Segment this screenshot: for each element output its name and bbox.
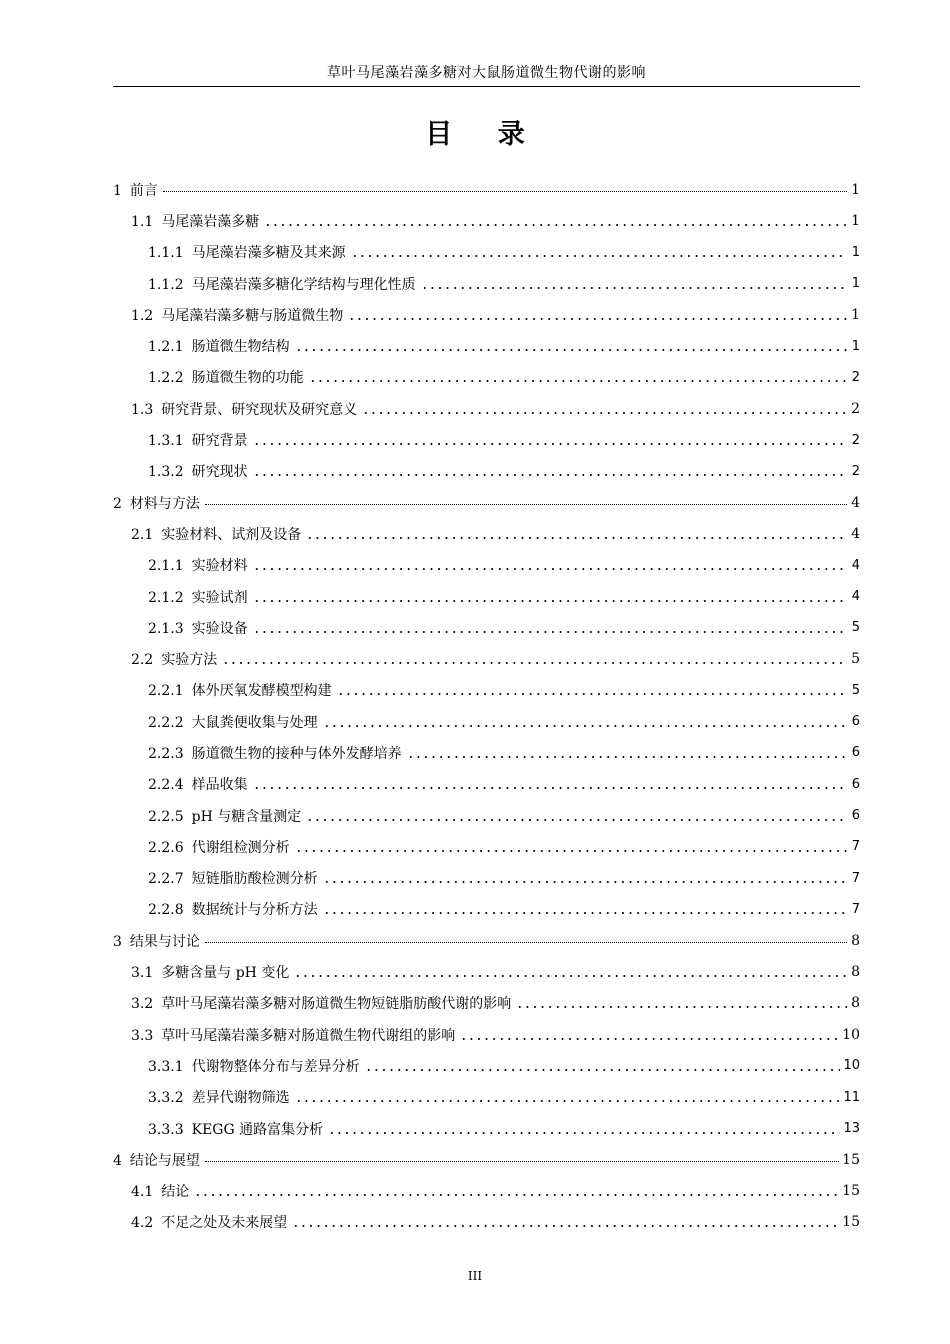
table-of-contents — [113, 174, 860, 1238]
toc-entry-label — [148, 1087, 292, 1107]
dot-leader — [365, 1060, 841, 1074]
toc-entry-page: 4 — [851, 557, 860, 573]
toc-entry-number: 4.2 — [131, 1215, 154, 1232]
toc-entry-text: 研究现状 — [191, 464, 248, 481]
toc-entry-label — [148, 336, 292, 356]
dot-leader — [337, 684, 847, 698]
toc-entry-label — [131, 305, 345, 325]
toc-entry-text: 材料与方法 — [129, 495, 200, 512]
toc-entry[interactable] — [113, 424, 860, 455]
toc-entry-page: 8 — [851, 932, 860, 949]
dot-leader — [253, 622, 847, 636]
toc-entry[interactable] — [113, 863, 860, 894]
toc-entry-label — [148, 868, 320, 888]
toc-entry-page: 6 — [851, 776, 860, 792]
toc-entry-text: 马尾藻岩藻多糖与肠道微生物 — [161, 307, 344, 324]
toc-entry-text: 草叶马尾藻岩藻多糖对肠道微生物代谢组的影响 — [161, 1027, 456, 1044]
toc-entry-number: 4.1 — [131, 1184, 154, 1201]
toc-entry-text: 大鼠粪便收集与处理 — [191, 714, 318, 731]
dot-leader — [323, 903, 847, 917]
dot-leader — [516, 997, 847, 1011]
dot-leader — [306, 810, 847, 824]
toc-entry-page: 1 — [851, 212, 860, 229]
toc-entry-page: 13 — [843, 1121, 860, 1137]
toc-entry-text: 多糖含量与 pH 变化 — [161, 965, 290, 982]
toc-entry-text: 实验设备 — [191, 620, 248, 637]
toc-entry-page: 10 — [843, 1058, 860, 1074]
toc-entry-text: 短链脂肪酸检测分析 — [191, 871, 318, 888]
dot-leader — [253, 591, 847, 605]
toc-entry[interactable] — [113, 1050, 860, 1081]
toc-entry-page: 4 — [851, 525, 860, 542]
toc-entry-label — [113, 493, 202, 513]
toc-entry-page: 11 — [843, 1089, 860, 1105]
toc-entry[interactable] — [113, 1207, 860, 1238]
toc-entry[interactable] — [113, 268, 860, 299]
dot-leader — [253, 434, 847, 448]
toc-entry-text: 实验试剂 — [191, 589, 248, 606]
toc-entry-label — [131, 962, 291, 982]
toc-entry-page: 15 — [842, 1214, 860, 1231]
toc-entry-text: 结论与展望 — [129, 1152, 200, 1169]
toc-entry-number: 2.2.6 — [148, 839, 184, 856]
toc-entry-text: 研究背景、研究现状及研究意义 — [161, 401, 358, 418]
toc-entry-number: 2.2.2 — [148, 714, 184, 731]
dot-leader — [222, 653, 847, 667]
toc-entry-page: 5 — [851, 620, 860, 636]
toc-entry[interactable] — [113, 1176, 860, 1207]
toc-entry-number: 1.1.1 — [148, 245, 184, 262]
toc-entry-page: 1 — [851, 276, 860, 292]
toc-entry-number: 4 — [113, 1152, 122, 1169]
dot-leader — [253, 465, 847, 479]
dot-leader — [362, 403, 847, 417]
dot-leader — [294, 966, 847, 980]
toc-entry-number: 3.1 — [131, 965, 154, 982]
dot-leader — [205, 934, 847, 943]
page-number: III — [467, 1269, 483, 1283]
toc-entry-number: 1.1 — [131, 213, 154, 230]
toc-entry-number: 3.3 — [131, 1027, 154, 1044]
toc-entry-number: 3.2 — [131, 996, 154, 1013]
dot-leader — [351, 246, 847, 260]
toc-entry-text: 结果与讨论 — [129, 933, 200, 950]
toc-entry-number: 2.1.3 — [148, 620, 184, 637]
toc-entry-text: 马尾藻岩藻多糖及其来源 — [191, 245, 346, 262]
toc-entry-number: 2.2.7 — [148, 871, 184, 888]
toc-entry-label — [113, 931, 202, 951]
toc-entry-number: 2.2 — [131, 652, 154, 669]
dot-leader — [460, 1029, 839, 1043]
toc-entry-text: 草叶马尾藻岩藻多糖对肠道微生物短链脂肪酸代谢的影响 — [161, 996, 512, 1013]
toc-entry-number: 1.2 — [131, 307, 154, 324]
toc-entry[interactable] — [113, 456, 860, 487]
dot-leader — [295, 340, 847, 354]
dot-leader — [407, 747, 847, 761]
toc-entry-page: 2 — [851, 432, 860, 448]
toc-entry-text: 肠道微生物的接种与体外发酵培养 — [191, 745, 402, 762]
toc-entry-number: 2.1 — [131, 526, 154, 543]
toc-entry[interactable] — [113, 737, 860, 768]
toc-entry-text: KEGG 通路富集分析 — [191, 1121, 324, 1138]
toc-entry[interactable] — [113, 518, 860, 549]
dot-leader — [264, 215, 847, 229]
toc-entry-text: 数据统计与分析方法 — [191, 902, 318, 919]
toc-entry-page: 15 — [842, 1151, 860, 1168]
toc-entry[interactable] — [113, 362, 860, 393]
toc-entry-page: 10 — [842, 1026, 860, 1043]
toc-entry[interactable] — [113, 330, 860, 361]
toc-entry[interactable] — [113, 956, 860, 987]
toc-entry[interactable] — [113, 487, 860, 518]
dot-leader — [348, 309, 847, 323]
toc-entry-number: 1.3.2 — [148, 464, 184, 481]
toc-entry-label — [148, 806, 303, 826]
toc-entry-page: 5 — [851, 651, 860, 668]
toc-entry-text: 肠道微生物结构 — [191, 339, 290, 356]
dot-leader — [194, 1185, 839, 1199]
toc-entry-page: 15 — [842, 1183, 860, 1200]
toc-entry[interactable] — [113, 1144, 860, 1175]
toc-entry-page: 6 — [851, 745, 860, 761]
toc-entry-label — [113, 1150, 202, 1170]
toc-entry-page: 8 — [851, 995, 860, 1012]
toc-entry[interactable] — [113, 675, 860, 706]
toc-entry[interactable] — [113, 831, 860, 862]
toc-entry-text: 不足之处及未来展望 — [161, 1215, 288, 1232]
toc-entry-label — [148, 367, 306, 387]
toc-entry-number: 2.2.1 — [148, 683, 184, 700]
toc-entry[interactable] — [113, 299, 860, 330]
toc-entry-number: 1.2.1 — [148, 339, 184, 356]
toc-entry[interactable] — [113, 925, 860, 956]
toc-entry-label — [148, 587, 250, 607]
dot-leader — [205, 1153, 839, 1162]
toc-entry-text: 体外厌氧发酵模型构建 — [191, 683, 332, 700]
toc-entry-number: 3.3.2 — [148, 1090, 184, 1107]
toc-entry-page: 2 — [851, 400, 860, 417]
toc-entry[interactable] — [113, 894, 860, 925]
dot-leader — [309, 371, 847, 385]
toc-entry-label — [148, 430, 250, 450]
toc-entry-page: 7 — [851, 839, 860, 855]
dot-leader — [323, 716, 847, 730]
toc-entry-page: 1 — [851, 244, 860, 260]
dot-leader — [328, 1123, 840, 1137]
toc-entry-label — [148, 1056, 362, 1076]
toc-entry-page: 5 — [851, 682, 860, 698]
toc-entry-label — [148, 618, 250, 638]
page-title: 目 录 — [425, 119, 543, 150]
toc-entry-number: 2.1.2 — [148, 589, 184, 606]
toc-entry[interactable] — [113, 1019, 860, 1050]
dot-leader — [253, 778, 847, 792]
toc-entry-page: 1 — [851, 306, 860, 323]
toc-entry-text: 差异代谢物筛选 — [191, 1090, 290, 1107]
toc-entry[interactable] — [113, 706, 860, 737]
toc-entry-label — [148, 461, 250, 481]
toc-entry-label — [148, 274, 418, 294]
dot-leader — [253, 559, 847, 573]
toc-entry-number: 2.1.1 — [148, 558, 184, 575]
toc-entry-page: 6 — [851, 714, 860, 730]
toc-entry-number: 1.1.2 — [148, 276, 184, 293]
toc-entry-page: 4 — [851, 494, 860, 511]
toc-entry[interactable] — [113, 612, 860, 643]
toc-entry-number: 3.3.3 — [148, 1121, 184, 1138]
toc-entry-label — [148, 242, 348, 262]
toc-entry[interactable] — [113, 550, 860, 581]
toc-entry[interactable] — [113, 988, 860, 1019]
toc-entry-text: 样品收集 — [191, 777, 248, 794]
toc-entry[interactable] — [113, 1113, 860, 1144]
toc-entry[interactable] — [113, 205, 860, 236]
toc-entry-text: 实验方法 — [161, 652, 218, 669]
toc-entry-label — [131, 1181, 191, 1201]
toc-entry-label — [148, 680, 334, 700]
toc-entry[interactable] — [113, 800, 860, 831]
toc-entry[interactable] — [113, 237, 860, 268]
toc-entry[interactable] — [113, 174, 860, 205]
toc-entry-label — [131, 211, 261, 231]
toc-entry-page: 7 — [851, 901, 860, 917]
toc-entry-number: 1.2.2 — [148, 370, 184, 387]
toc-entry-label — [113, 180, 160, 200]
toc-entry[interactable] — [113, 643, 860, 674]
toc-entry-page: 7 — [851, 870, 860, 886]
toc-entry-number: 2.2.5 — [148, 808, 184, 825]
toc-entry[interactable] — [113, 1082, 860, 1113]
toc-entry-label — [148, 555, 250, 575]
toc-entry-text: 代谢物整体分布与差异分析 — [191, 1058, 360, 1075]
toc-entry-label — [131, 993, 513, 1013]
toc-entry-page: 2 — [851, 463, 860, 479]
toc-entry-label — [148, 899, 320, 919]
toc-entry-label — [148, 1119, 325, 1139]
toc-entry-label — [148, 774, 250, 794]
toc-entry-text: 实验材料 — [191, 558, 248, 575]
toc-entry-text: 研究背景 — [191, 433, 248, 450]
dot-leader — [306, 528, 847, 542]
dot-leader — [205, 496, 847, 505]
toc-entry-label — [131, 1212, 289, 1232]
toc-entry-page: 1 — [851, 338, 860, 354]
toc-entry-number: 3 — [113, 933, 122, 950]
toc-entry-text: 结论 — [161, 1184, 190, 1201]
toc-entry-text: pH 与糖含量测定 — [191, 808, 302, 825]
toc-entry-number: 2.2.4 — [148, 777, 184, 794]
toc-entry-text: 马尾藻岩藻多糖化学结构与理化性质 — [191, 276, 416, 293]
toc-entry-text: 实验材料、试剂及设备 — [161, 526, 302, 543]
toc-entry-number: 2.2.3 — [148, 745, 184, 762]
toc-entry-number: 1.3.1 — [148, 433, 184, 450]
toc-entry-page: 4 — [851, 589, 860, 604]
toc-entry-label — [148, 743, 404, 763]
toc-entry[interactable] — [113, 393, 860, 424]
toc-entry-label — [131, 399, 359, 419]
toc-entry-label — [131, 1025, 457, 1045]
toc-entry[interactable] — [113, 581, 860, 612]
toc-entry-number: 1.3 — [131, 401, 154, 418]
toc-entry-text: 前言 — [129, 182, 158, 199]
toc-entry-number: 1 — [113, 182, 122, 199]
running-head: 草叶马尾藻岩藻多糖对大鼠肠道微生物代谢的影响 — [327, 65, 646, 81]
toc-entry-text: 代谢组检测分析 — [191, 839, 290, 856]
dot-leader — [295, 1091, 841, 1105]
toc-entry-text: 肠道微生物的功能 — [191, 370, 304, 387]
toc-entry-number: 2 — [113, 495, 122, 512]
toc-entry-page: 6 — [851, 808, 860, 824]
dot-leader — [295, 841, 847, 855]
toc-entry-page: 8 — [851, 964, 860, 981]
toc-entry-page: 2 — [851, 369, 860, 385]
toc-entry-text: 马尾藻岩藻多糖 — [161, 213, 260, 230]
toc-entry[interactable] — [113, 769, 860, 800]
toc-entry-label — [148, 837, 292, 857]
toc-entry-label — [131, 649, 219, 669]
toc-entry-label — [148, 712, 320, 732]
header-rule — [113, 86, 860, 87]
toc-entry-number: 3.3.1 — [148, 1058, 184, 1075]
toc-entry-number: 2.2.8 — [148, 902, 184, 919]
toc-entry-page: 1 — [851, 181, 860, 198]
dot-leader — [323, 872, 847, 886]
dot-leader — [421, 278, 847, 292]
dot-leader — [163, 183, 847, 192]
toc-entry-label — [131, 524, 303, 544]
dot-leader — [292, 1216, 839, 1230]
